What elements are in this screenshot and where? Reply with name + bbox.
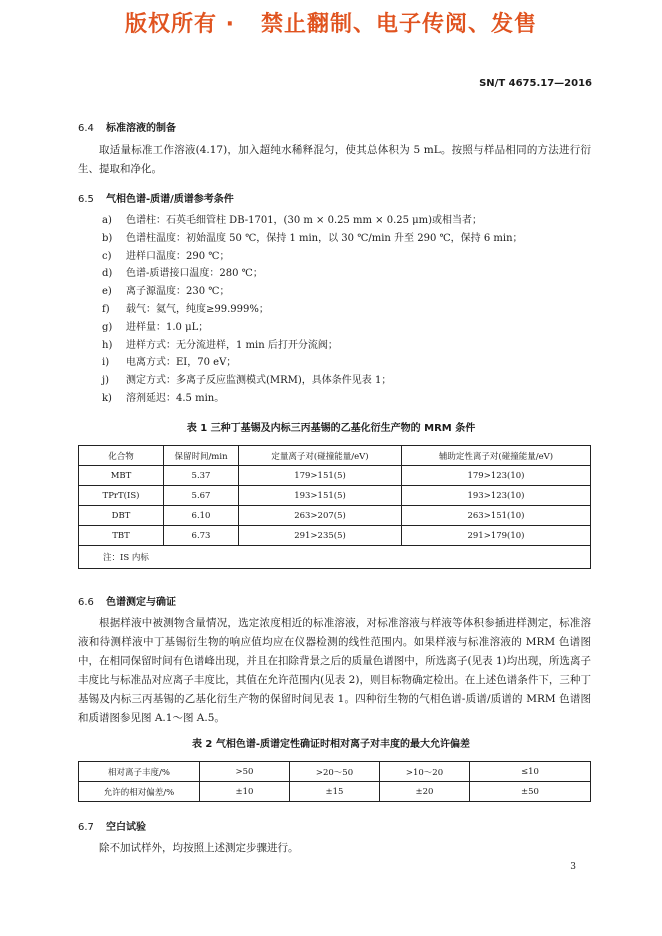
standard-number: SN/T 4675.17—2016	[479, 78, 592, 89]
table-row: TBT 6.73 291>235(5) 291>179(10)	[79, 526, 591, 546]
watermark-banner: 版权所有 · 禁止翻制、电子传阅、发售	[125, 12, 537, 37]
section-title: 标准溶液的制备	[106, 123, 176, 134]
table-2	[78, 761, 591, 802]
list-item: h) 进样方式：无分流进样，1 min 后打开分流阀；	[102, 339, 338, 351]
list-item: b) 色谱柱温度：初始温度 50 ℃，保持 1 min，以 30 ℃/min 升至 290 ℃，保持 6 min；	[102, 232, 523, 244]
list-item: d) 色谱-质谱接口温度：280 ℃；	[102, 268, 263, 280]
table-1	[78, 445, 591, 569]
section-title: 色谱测定与确证	[106, 597, 176, 608]
table-header-cell: 辅助定性离子对(碰撞能量/eV)	[402, 446, 591, 466]
table-note: 注：IS 内标	[79, 546, 591, 569]
table-row: DBT 6.10 263>207(5) 263>151(10)	[79, 506, 591, 526]
list-item: g) 进样量：1.0 μL；	[102, 321, 209, 333]
table-row: MBT 5.37 179>151(5) 179>123(10)	[79, 466, 591, 486]
list-item: k) 溶剂延迟：4.5 min。	[102, 392, 225, 404]
list-item: a) 色谱柱：石英毛细管柱 DB-1701，(30 m × 0.25 mm × 0.25 μm)或相当者；	[102, 215, 483, 226]
section-6-7-text: 除不加试样外，均按照上述测定步骤进行。	[99, 842, 299, 854]
section-6-6-text: 根据样液中被测物含量情况，选定浓度相近的标准溶液，对标准溶液与样液等体积参插进样测定，标准溶液和待测样液中丁基锡衍生物的响应值均应在仪器检测的线性范围内。如果样液与标准溶液的 MRM 色谱图中，在相同保留时间有色谱峰出现，并且在扣除背景之后的质量色谱图中，所选离子(见表 1)均出现，所选离子丰度比与标准品对应离子丰度比，其值在允许范围内(见表 2)，则目标物确定检出。在上述色谱条件下，三种丁基锡及内标三丙基锡的乙基化衍生产物的保留时间见表 1。四种衍生物的气相色谱-质谱/质谱的 MRM 色谱图和质谱图参见图 A.1～图 A.5。	[78, 617, 591, 724]
page-number: 3	[570, 862, 576, 872]
table-2-caption: 表 2 气相色谱-质谱定性确证时相对离子对丰度的最大允许偏差	[191, 739, 471, 750]
table-header-cell: 定量离子对(碰撞能量/eV)	[239, 446, 402, 466]
list-item: j) 测定方式：多离子反应监测模式(MRM)，具体条件见表 1；	[102, 375, 392, 387]
list-item: i) 电离方式：EI，70 eV；	[102, 357, 237, 369]
section-6-4-text: 取适量标准工作溶液(4.17)，加入超纯水稀释混匀，使其总体积为 5 mL。按照与样品相同的方法进行衍生、提取和净化。	[78, 144, 591, 175]
table-1-caption: 表 1 三种丁基锡及内标三丙基锡的乙基化衍生产物的 MRM 条件	[186, 423, 476, 434]
section-6-4-heading	[78, 119, 176, 134]
section-6-5-heading	[78, 190, 234, 205]
gc-conditions-list	[102, 212, 523, 408]
table-header-cell: 化合物	[79, 446, 164, 466]
table-row: 允许的相对偏差/% ±10 ±15 ±20 ±50	[79, 782, 591, 802]
table-note-row	[79, 546, 591, 569]
list-item: f) 载气：氦气，纯度≥99.999%；	[102, 303, 269, 315]
section-title: 空白试验	[106, 822, 146, 833]
table-header-cell: 保留时间/min	[164, 446, 239, 466]
table-row: TPrT(IS) 5.67 193>151(5) 193>123(10)	[79, 486, 591, 506]
section-6-6-heading	[78, 593, 176, 608]
section-number: 6.7	[78, 822, 94, 833]
list-item: c) 进样口温度：290 ℃；	[102, 250, 230, 262]
list-item: e) 离子源温度：230 ℃；	[102, 286, 230, 298]
section-6-7-heading	[78, 818, 146, 833]
section-title: 气相色谱-质谱/质谱参考条件	[106, 194, 234, 205]
table-row: 相对离子丰度/% >50 >20～50 >10～20 ≤10	[79, 762, 591, 782]
section-number: 6.5	[78, 194, 94, 205]
section-number: 6.4	[78, 123, 94, 134]
table-header-row	[79, 446, 591, 466]
section-number: 6.6	[78, 597, 94, 608]
